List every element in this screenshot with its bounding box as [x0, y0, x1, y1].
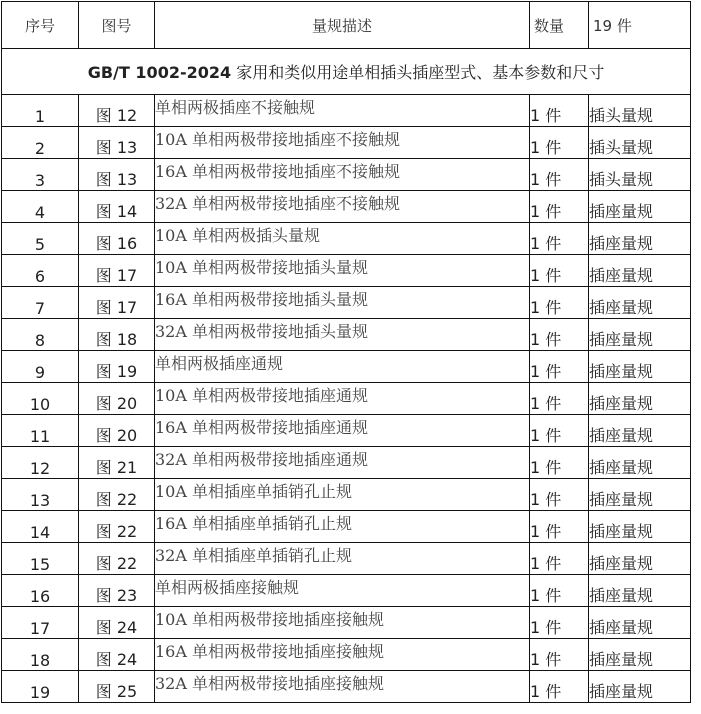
row-description: 单相两极插座通规: [155, 351, 530, 383]
row-gauge-type: 插座量规: [589, 255, 691, 287]
row-gauge-type: 插头量规: [589, 95, 691, 127]
row-number: 8: [2, 319, 79, 351]
row-figure: 图 22: [79, 543, 155, 575]
row-description: 16A 单相两极带接地插座通规: [155, 415, 530, 447]
row-figure: 图 24: [79, 639, 155, 671]
row-description: 16A 单相两极带接地插座接触规: [155, 639, 530, 671]
row-quantity: 1 件: [530, 351, 589, 383]
row-gauge-type: 插座量规: [589, 671, 691, 703]
row-gauge-type: 插座量规: [589, 479, 691, 511]
row-quantity: 1 件: [530, 639, 589, 671]
table-row: [2, 511, 691, 543]
row-description: 单相两极插座接触规: [155, 575, 530, 607]
standard-name: 家用和类似用途单相插头插座型式、基本参数和尺寸: [231, 63, 605, 82]
row-figure: 图 12: [79, 95, 155, 127]
row-figure: 图 17: [79, 287, 155, 319]
row-figure: 图 22: [79, 479, 155, 511]
table-row: [2, 351, 691, 383]
table-row: [2, 287, 691, 319]
table-row: [2, 95, 691, 127]
row-quantity: 1 件: [530, 479, 589, 511]
table-row: [2, 639, 691, 671]
row-number: 5: [2, 223, 79, 255]
row-description: 16A 单相插座单插销孔止规: [155, 511, 530, 543]
row-quantity: 1 件: [530, 383, 589, 415]
row-number: 16: [2, 575, 79, 607]
row-figure: 图 19: [79, 351, 155, 383]
standard-title-row: [2, 49, 691, 95]
row-figure: 图 21: [79, 447, 155, 479]
row-description: 32A 单相两极带接地插座通规: [155, 447, 530, 479]
row-gauge-type: 插座量规: [589, 575, 691, 607]
row-description: 16A 单相两极带接地插座不接触规: [155, 159, 530, 191]
row-figure: 图 23: [79, 575, 155, 607]
row-quantity: 1 件: [530, 319, 589, 351]
row-number: 4: [2, 191, 79, 223]
row-gauge-type: 插座量规: [589, 543, 691, 575]
table-row: [2, 447, 691, 479]
gauge-table: [1, 1, 691, 703]
table-row: [2, 255, 691, 287]
table-row: [2, 127, 691, 159]
row-quantity: 1 件: [530, 255, 589, 287]
row-figure: 图 13: [79, 159, 155, 191]
row-quantity: 1 件: [530, 543, 589, 575]
row-number: 19: [2, 671, 79, 703]
row-quantity: 1 件: [530, 95, 589, 127]
row-number: 14: [2, 511, 79, 543]
row-figure: 图 13: [79, 127, 155, 159]
row-number: 7: [2, 287, 79, 319]
row-gauge-type: 插座量规: [589, 319, 691, 351]
table-row: [2, 383, 691, 415]
row-description: 32A 单相两极带接地插座不接触规: [155, 191, 530, 223]
table-row: [2, 415, 691, 447]
table-row: [2, 479, 691, 511]
table-row: [2, 159, 691, 191]
standard-title: [2, 49, 691, 95]
row-gauge-type: 插座量规: [589, 287, 691, 319]
header-description: 量规描述: [155, 2, 530, 49]
row-description: 单相两极插座不接触规: [155, 95, 530, 127]
row-figure: 图 25: [79, 671, 155, 703]
row-figure: 图 17: [79, 255, 155, 287]
row-number: 2: [2, 127, 79, 159]
row-number: 6: [2, 255, 79, 287]
row-number: 11: [2, 415, 79, 447]
table-row: [2, 191, 691, 223]
table-row: [2, 319, 691, 351]
header-figure: 图号: [79, 2, 155, 49]
table-row: [2, 575, 691, 607]
row-quantity: 1 件: [530, 415, 589, 447]
row-gauge-type: 插座量规: [589, 415, 691, 447]
row-number: 9: [2, 351, 79, 383]
row-quantity: 1 件: [530, 287, 589, 319]
row-quantity: 1 件: [530, 671, 589, 703]
row-gauge-type: 插座量规: [589, 191, 691, 223]
row-gauge-type: 插座量规: [589, 607, 691, 639]
row-gauge-type: 插座量规: [589, 511, 691, 543]
row-quantity: 1 件: [530, 159, 589, 191]
table-row: [2, 607, 691, 639]
table-row: [2, 543, 691, 575]
row-quantity: 1 件: [530, 575, 589, 607]
row-gauge-type: 插座量规: [589, 223, 691, 255]
row-gauge-type: 插头量规: [589, 127, 691, 159]
row-quantity: 1 件: [530, 223, 589, 255]
row-gauge-type: 插座量规: [589, 351, 691, 383]
row-figure: 图 22: [79, 511, 155, 543]
row-description: 10A 单相两极带接地插座不接触规: [155, 127, 530, 159]
row-figure: 图 20: [79, 383, 155, 415]
row-description: 10A 单相两极带接地插头量规: [155, 255, 530, 287]
row-figure: 图 16: [79, 223, 155, 255]
row-number: 3: [2, 159, 79, 191]
header-total: 19 件: [589, 2, 691, 49]
table-row: [2, 671, 691, 703]
row-number: 12: [2, 447, 79, 479]
row-gauge-type: 插头量规: [589, 159, 691, 191]
row-number: 15: [2, 543, 79, 575]
row-description: 32A 单相两极带接地插头量规: [155, 319, 530, 351]
row-figure: 图 24: [79, 607, 155, 639]
row-figure: 图 18: [79, 319, 155, 351]
row-number: 17: [2, 607, 79, 639]
row-gauge-type: 插座量规: [589, 639, 691, 671]
row-description: 10A 单相两极带接地插座通规: [155, 383, 530, 415]
row-quantity: 1 件: [530, 191, 589, 223]
row-quantity: 1 件: [530, 447, 589, 479]
header-row: [2, 2, 691, 49]
row-description: 10A 单相两极带接地插座接触规: [155, 607, 530, 639]
row-figure: 图 20: [79, 415, 155, 447]
row-number: 10: [2, 383, 79, 415]
row-number: 18: [2, 639, 79, 671]
row-description: 10A 单相两极插头量规: [155, 223, 530, 255]
row-gauge-type: 插座量规: [589, 447, 691, 479]
standard-number: GB/T 1002-2024: [87, 63, 232, 82]
table-row: [2, 223, 691, 255]
row-description: 32A 单相插座单插销孔止规: [155, 543, 530, 575]
row-description: 16A 单相两极带接地插头量规: [155, 287, 530, 319]
row-quantity: 1 件: [530, 607, 589, 639]
row-figure: 图 14: [79, 191, 155, 223]
row-quantity: 1 件: [530, 127, 589, 159]
row-gauge-type: 插座量规: [589, 383, 691, 415]
row-description: 10A 单相插座单插销孔止规: [155, 479, 530, 511]
header-quantity: 数量: [530, 2, 589, 49]
row-number: 13: [2, 479, 79, 511]
row-number: 1: [2, 95, 79, 127]
header-seq: 序号: [2, 2, 79, 49]
row-quantity: 1 件: [530, 511, 589, 543]
row-description: 32A 单相两极带接地插座接触规: [155, 671, 530, 703]
